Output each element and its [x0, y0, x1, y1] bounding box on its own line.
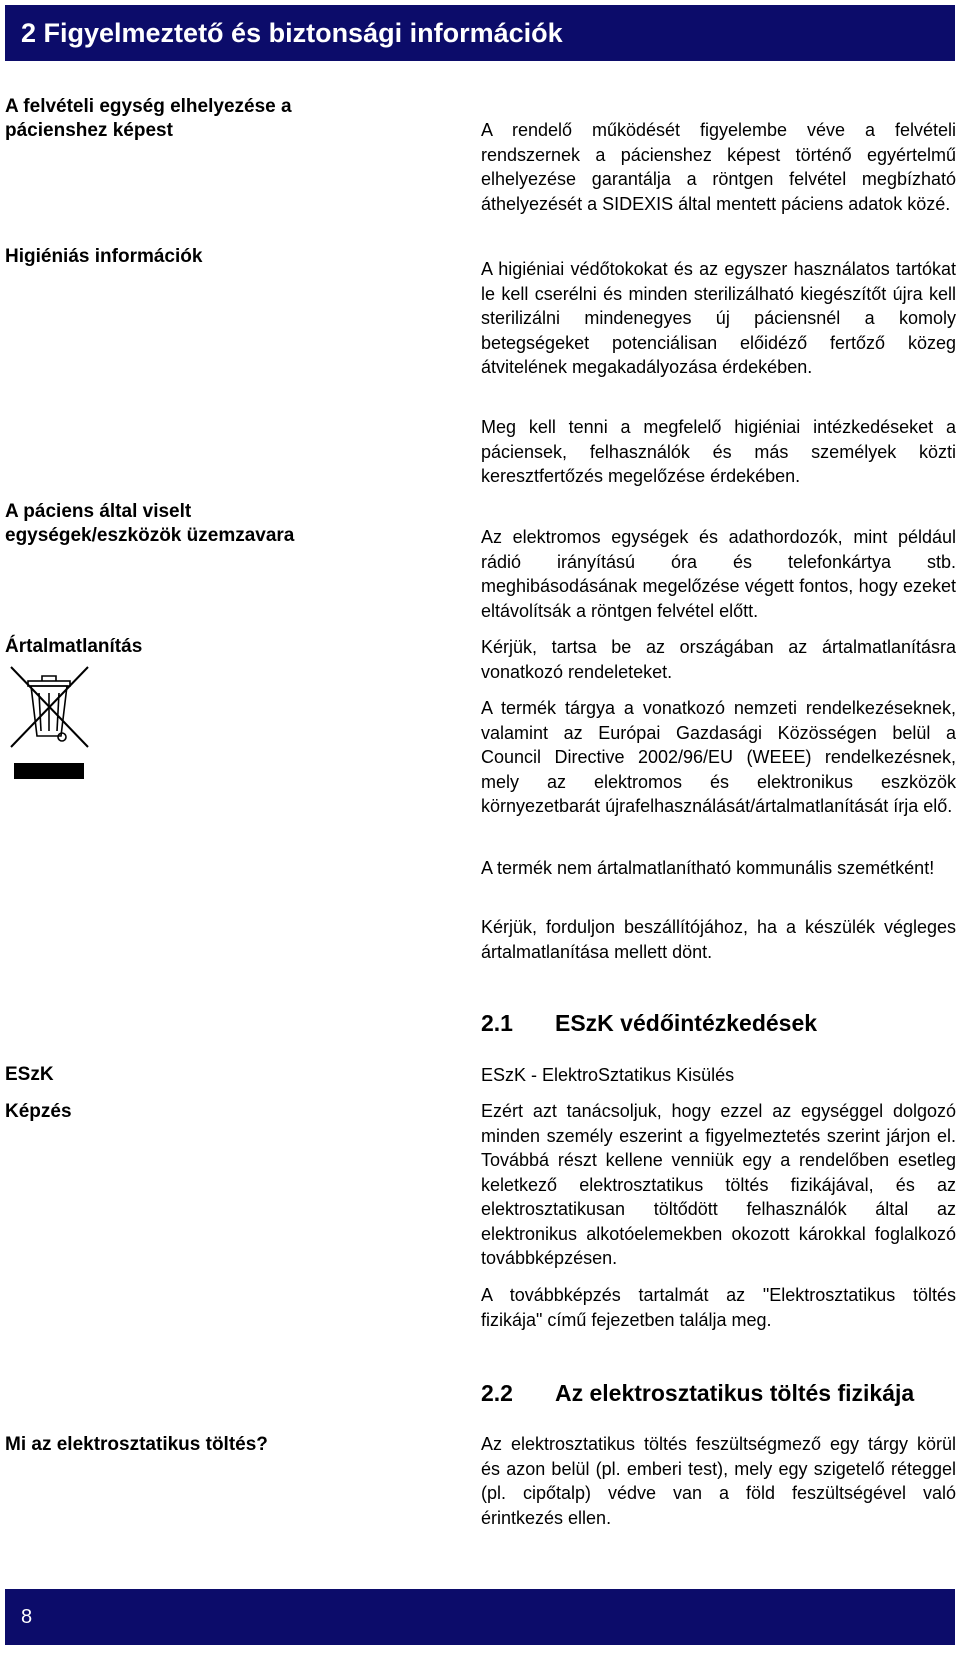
disposal-text-4: Kérjük, forduljon beszállítójához, ha a készülék végleges ártalmatlanítása mellett dönt.: [481, 917, 956, 962]
placement-text: A rendelő működését figyelembe véve a felvételi rendszernek a pácienshez képest történő egyértelmű elhelyezése garantálja a röntgen felvétel megbízható áthelyezését a SIDEXIS által mentett páciens adatok közé.: [481, 120, 956, 214]
section-title: Az elektrosztatikus töltés fizikája: [555, 1380, 915, 1406]
hygiene-text-1: A higiéniai védőtokokat és az egyszer használatos tartókat le kell cserélni és minden sterilizálható kiegészítőt újra kell sterilizálni mindenegyes új páciensnél a komoly betegségeket potenciálisan előidéző fertőző közeg átvitelének megakadályozása érdekében.: [481, 259, 956, 377]
disposal-text-1: Kérjük, tartsa be az országában az ártalmatlanításra vonatkozó rendeleteket.: [481, 637, 956, 682]
section-number: 2.1: [481, 1010, 513, 1036]
placement-label: A felvételi egység elhelyezése a pácienshez képest: [5, 96, 292, 141]
training-label: Képzés: [5, 1101, 72, 1122]
patient-devices-label: A páciens által viselt egységek/eszközök üzemzavara: [5, 501, 295, 546]
page-number: 8: [21, 1605, 33, 1628]
section-2-1-heading: [481, 1010, 817, 1037]
hygiene-text-2: Meg kell tenni a megfelelő higiéniai intézkedéseket a páciensek, felhasználók és más személyek közti keresztfertőzés megelőzése érdekében.: [481, 417, 956, 486]
disposal-text-2: A termék tárgya a vonatkozó nemzeti rendelkezéseknek, valamint az Európai Gazdasági Közösségen belül a Council Directive 2002/96/EU (WEEE) rendelkezésnek, mely az elektromos és elektronikus eszközök környezetbarát újrafelhasználását/ártalmatlanítását írja elő.: [481, 698, 956, 816]
disposal-label: Ártalmatlanítás: [5, 636, 143, 657]
patient-devices-text: Az elektromos egységek és adathordozók, mint például rádió irányítású óra és telefonkártya stb. meghibásodásának megelőzése végett fontos, hogy ezeket eltávolítsák a röntgen felvétel előtt.: [481, 527, 956, 621]
page-footer: [5, 1589, 955, 1645]
esd-definition: ESzK - ElektroSztatikus Kisülés: [481, 1065, 735, 1085]
section-title: ESzK védőintézkedések: [555, 1010, 818, 1036]
hygiene-label: Higiéniás információk: [5, 246, 203, 267]
training-text-2: A továbbképzés tartalmát az "Elektrosztatikus töltés fizikája" című fejezetben találja meg.: [481, 1285, 956, 1330]
physics-label: Mi az elektrosztatikus töltés?: [5, 1434, 268, 1455]
section-2-2-heading: [481, 1380, 914, 1407]
page-header: [5, 5, 955, 61]
page-title: 2 Figyelmeztető és biztonsági információk: [21, 17, 563, 48]
training-text-1: Ezért azt tanácsoljuk, hogy ezzel az egységgel dolgozó minden személy eszerint a figyelmeztetés szerint járjon el. Továbbá részt kellene venniük egy a rendelőben esetleg keletkező elektrosztatikus töltés fizikájával, és az elektrosztatikusan töltődött felhasználók által az elektronikus alkotóelemekben okozott károkkal foglalkozó továbbképzésen.: [481, 1101, 956, 1268]
esd-label: ESzK: [5, 1064, 54, 1085]
physics-text: Az elektrosztatikus töltés feszültségmező egy tárgy körül és azon belül (pl. emberi test), mely egy szigetelő réteggel (pl. cipőtalp) védve van a föld feszültségével való érintkezés ellen.: [481, 1434, 956, 1528]
disposal-text-3: A termék nem ártalmatlanítható kommunális szemétként!: [481, 858, 935, 878]
weee-crossed-bin-icon: [6, 663, 92, 783]
section-number: 2.2: [481, 1380, 513, 1406]
